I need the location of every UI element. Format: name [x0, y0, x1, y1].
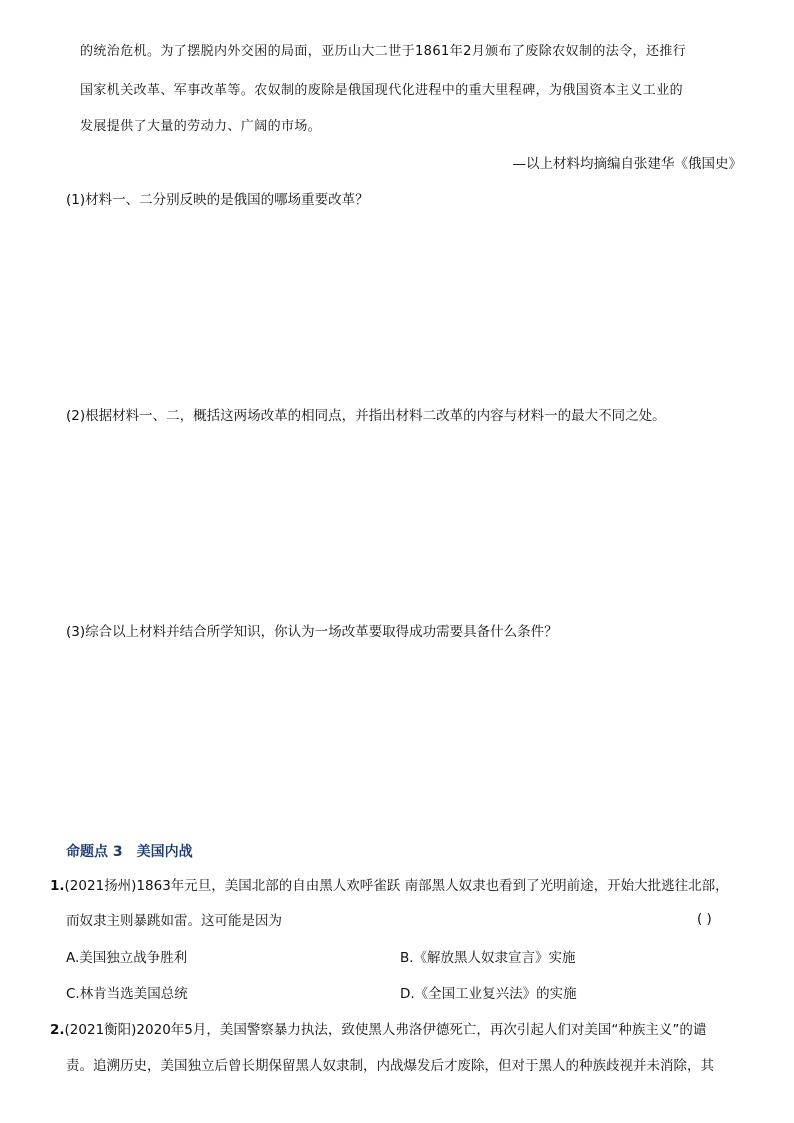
- option-c: C.林肯当选美国总统: [66, 986, 188, 1002]
- section-label: 命题点 3: [66, 844, 123, 860]
- option-d: D.《全国工业复兴法》的实施: [400, 986, 577, 1002]
- item-2-line-1: [50, 1020, 706, 1040]
- material-source: —以上材料均摘编自张建华《俄国史》: [512, 156, 742, 172]
- item-2-stem: (2021衡阳)2020年5月，美国警察暴力执法，致使黑人弗洛伊德死亡，再次引起人们对美国“种族主义”的谴: [64, 1022, 707, 1038]
- question-2: (2)根据材料一、二，概括这两场改革的相同点，并指出材料二改革的内容与材料一的最大不同之处。: [66, 408, 666, 424]
- question-3: (3)综合以上材料并结合所学知识，你认为一场改革要取得成功需要具备什么条件？: [66, 624, 558, 640]
- section-title: 美国内战: [136, 844, 193, 860]
- option-b: B.《解放黑人奴隶宣言》实施: [400, 950, 576, 966]
- section-heading: [66, 841, 207, 861]
- answer-bracket: ( ): [697, 911, 712, 927]
- item-1-line-2: 而奴隶主则暴跳如雷。这可能是因为: [66, 913, 282, 929]
- question-1: (1)材料一、二分别反映的是俄国的哪场重要改革？: [66, 192, 369, 208]
- option-a: A.美国独立战争胜利: [66, 950, 188, 966]
- material-line-1: 的统治危机。为了摆脱内外交困的局面，亚历山大二世于1861年2月颁布了废除农奴制的法令，还推行: [80, 44, 687, 59]
- item-1-number: 1.: [50, 878, 65, 894]
- item-1-line-1: [50, 876, 729, 896]
- item-2-number: 2.: [50, 1022, 65, 1038]
- material-line-2: 国家机关改革、军事改革等。农奴制的废除是俄国现代化进程中的重大里程碑，为俄国资本主义工业的: [80, 83, 684, 98]
- item-2-line-2: 责。追溯历史，美国独立后曾长期保留黑人奴隶制，内战爆发后才废除，但对于黑人的种族歧视并未消除，其: [66, 1058, 714, 1074]
- material-line-3: 发展提供了大量的劳动力、广阔的市场。: [80, 119, 322, 134]
- item-1-stem: (2021扬州)1863年元旦，美国北部的自由黑人欢呼雀跃 南部黑人奴隶也看到了光明前途，开始大批逃往北部，: [64, 878, 729, 894]
